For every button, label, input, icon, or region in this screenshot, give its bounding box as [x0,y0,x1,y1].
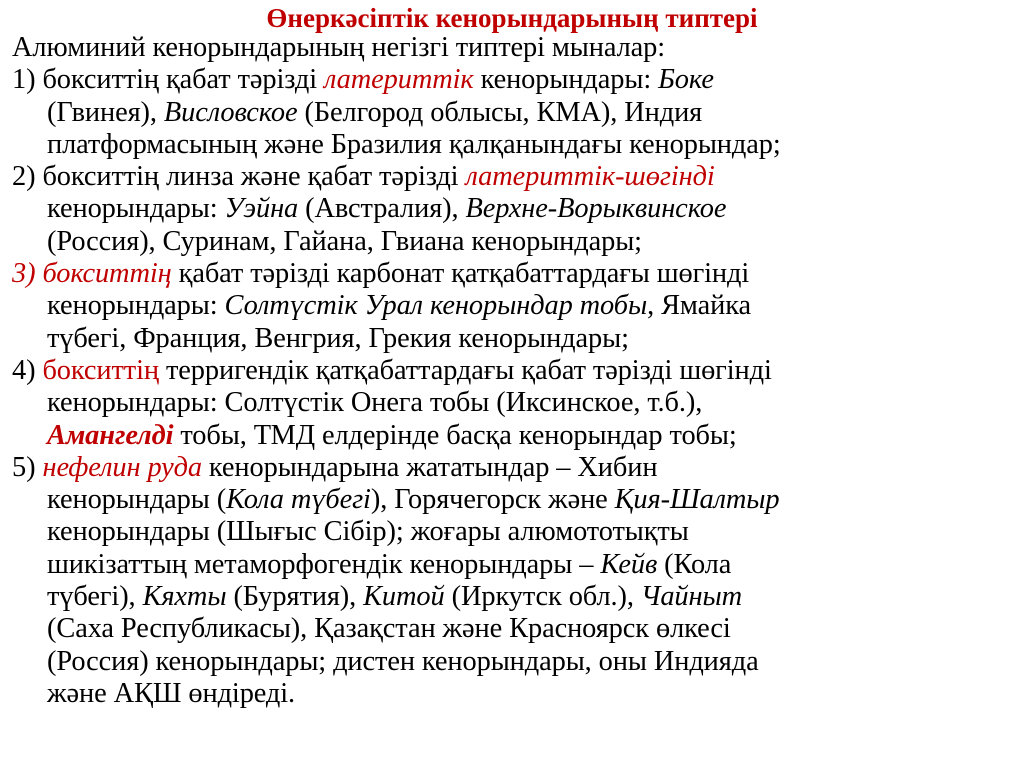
item-3-line-1 [12,258,1018,290]
highlight-term: латериттік-шөгінді [465,161,715,193]
item-5-line-5 [12,581,1018,613]
deposit-name: Кола түбегі [226,484,371,516]
text-span: кенорындары: [473,64,659,96]
item-1-line-1 [12,64,1018,96]
deposit-name: Кяхты [142,581,227,613]
text-span: кенорындары: [47,193,225,225]
text-span: (Белгород облысы, КМА), Индия [297,96,703,128]
item-1-line-2 [12,97,1018,129]
deposit-name: Қия-Шалтыр [614,484,780,516]
item-5-line-2 [12,484,1018,516]
text-span: (Гвинея), [47,96,164,128]
item-5-line-3: кенорындары (Шығыс Сібір); жоғары алюмототықты [47,516,689,548]
item-1-line-3: платформасының және Бразилия қалқанындағы кенорындар; [47,128,781,160]
item-2-line-1 [12,161,1018,193]
deposit-name: Чайныт [640,581,743,613]
item-3-line-3: түбегі, Франция, Венгрия, Грекия кенорындары; [47,322,629,354]
intro-line: Алюминий кенорындарының негізгі типтері мыналар: [12,32,666,63]
highlight-term: латериттік [324,64,474,96]
text-span: кенорындары ( [47,484,227,516]
text-span: терригендік қатқабаттардағы қабат тәрізді шөгінді [158,354,772,386]
item-4-line-1 [12,355,1018,387]
item-5-line-8: және АҚШ өндіреді. [47,677,296,709]
item-5-line-1 [12,452,1018,484]
highlight-term: бокситтің [42,354,159,386]
text-span: 2) бокситтің линза және қабат тәрізді [12,161,466,193]
item-2-line-2 [12,193,1018,225]
slide-body [12,32,1018,710]
slide-title: Өнеркәсіптік кенорындарының типтері [266,3,758,33]
deposit-name: Уэйна [224,193,299,225]
deposit-name: Висловское [163,96,298,128]
highlight-term: 3) бокситтің [12,258,172,290]
highlight-term: нефелин руда [42,451,202,483]
item-2-line-3: (Россия), Суринам, Гайана, Гвиана кенорындары; [47,225,642,257]
highlight-term: Амангелді [47,419,174,451]
text-span: түбегі), [47,581,143,613]
text-span: ), Горячегорск және [370,484,615,516]
text-span: тобы, ТМД елдерінде басқа кенорындар тобы; [173,419,737,451]
text-span: (Кола [657,548,732,580]
item-4-line-3 [12,420,1018,452]
text-span: кенорындары: [47,290,225,322]
item-5-line-6: (Саха Республикасы), Қазақстан және Красноярск өлкесі [47,613,731,645]
text-span: (Бурятия), [226,581,364,613]
text-span: (Иркутск обл.), [444,581,641,613]
item-3-line-2 [12,290,1018,322]
text-span: 4) [12,354,43,386]
deposit-name: Кейв [600,548,658,580]
text-span: (Австралия), [298,193,466,225]
item-4-line-2: кенорындары: Солтүстік Онега тобы (Иксинское, т.б.), [47,387,703,419]
text-span: 1) бокситтің қабат тәрізді [12,64,324,96]
deposit-name: Солтүстік Урал кенорындар тобы [224,290,648,322]
deposit-name: Боке [658,64,714,96]
text-span: қабат тәрізді карбонат қатқабаттардағы шөгінді [171,258,750,290]
text-span: шикізаттың метаморфогендік кенорындары – [47,548,601,580]
item-5-line-4 [12,549,1018,581]
text-span: 5) [12,451,43,483]
text-span: , Ямайка [647,290,751,322]
deposit-name: Китой [363,581,445,613]
deposit-name: Верхне-Ворыквинское [465,193,727,225]
item-5-line-7: (Россия) кенорындары; дистен кенорындары, оны Индияда [47,645,759,677]
text-span: кенорындарына жататындар – Хибин [201,451,658,483]
